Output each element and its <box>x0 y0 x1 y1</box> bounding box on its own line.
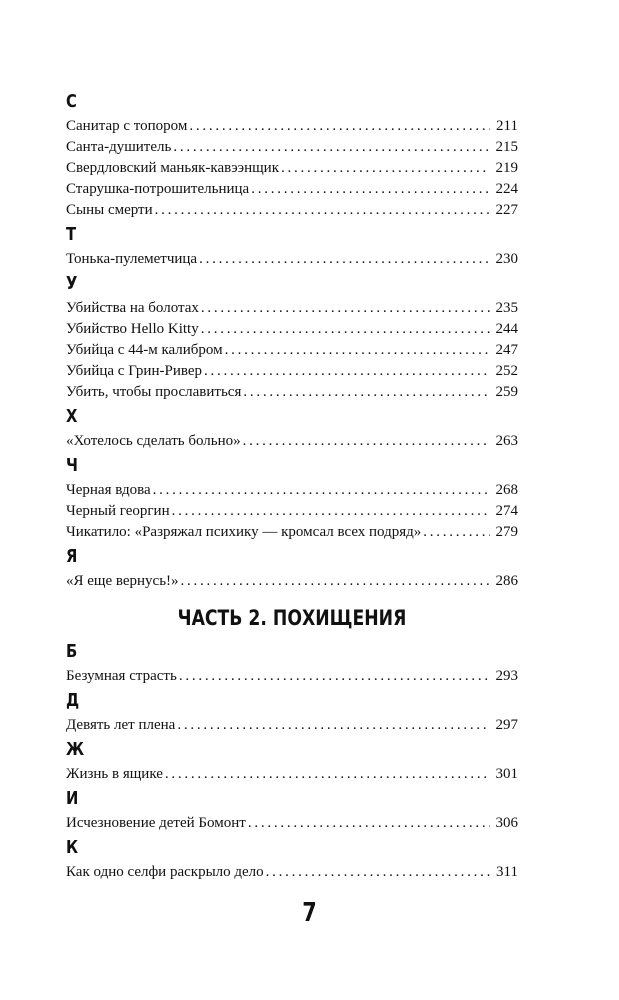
entry-page-number: 263 <box>495 433 518 449</box>
dot-leader <box>281 158 490 179</box>
dot-leader <box>172 501 490 522</box>
entry-title: Убийца с 44-м калибром <box>66 342 223 358</box>
part2-section <box>66 638 518 883</box>
section-letter: С <box>66 91 77 112</box>
section-letter: Б <box>66 641 78 662</box>
entry-page-number: 247 <box>495 342 518 358</box>
toc-entry <box>66 298 518 319</box>
toc-entry <box>66 813 518 834</box>
entry-title: Как одно селфи раскрыло дело <box>66 864 264 880</box>
toc-entry <box>66 116 518 137</box>
entry-title: Убийство Hello Kitty <box>66 321 199 337</box>
entry-page-number: 286 <box>495 573 518 589</box>
part-heading: ЧАСТЬ 2. ПОХИЩЕНИЯ <box>177 606 407 630</box>
entry-title: Жизнь в ящике <box>66 766 163 782</box>
entry-title: Черная вдова <box>66 482 151 498</box>
dot-leader <box>181 571 490 592</box>
toc-entry <box>66 319 518 340</box>
dot-leader <box>173 137 489 158</box>
toc-entry <box>66 158 518 179</box>
dot-leader <box>423 522 489 543</box>
entry-page-number: 230 <box>495 251 518 267</box>
dot-leader <box>248 813 490 834</box>
section-letter: Т <box>66 224 77 245</box>
entry-title: Безумная страсть <box>66 668 177 684</box>
entry-title: Свердловский маньяк-кавээнщик <box>66 160 279 176</box>
entry-page-number: 311 <box>496 864 518 880</box>
dot-leader <box>155 200 490 221</box>
entry-page-number: 235 <box>495 300 518 316</box>
section-letter: Ч <box>66 455 78 476</box>
dot-leader <box>266 862 490 883</box>
entry-title: Санта-душитель <box>66 139 172 155</box>
toc-entry <box>66 137 518 158</box>
entry-page-number: 279 <box>495 524 518 540</box>
toc-entry <box>66 715 518 736</box>
entry-page-number: 227 <box>495 202 518 218</box>
entry-page-number: 301 <box>495 766 518 782</box>
entry-title: Убийства на болотах <box>66 300 199 316</box>
entry-title: Санитар с топором <box>66 118 188 134</box>
dot-leader <box>165 764 490 785</box>
table-of-contents <box>66 88 518 883</box>
entry-title: Убийца с Грин-Ривер <box>66 363 203 379</box>
page-number: 7 <box>302 898 317 928</box>
dot-leader <box>201 298 490 319</box>
entry-title: Девять лет плена <box>66 717 176 733</box>
entry-page-number: 219 <box>495 160 518 176</box>
entry-page-number: 224 <box>495 181 518 197</box>
toc-entry <box>66 249 518 270</box>
entry-title: Старушка-потрошительница <box>66 181 250 197</box>
entry-page-number: 293 <box>495 668 518 684</box>
entry-page-number: 259 <box>495 384 518 400</box>
entry-title: Тонька-пулеметчица <box>66 251 198 267</box>
dot-leader <box>189 116 490 137</box>
dot-leader <box>199 249 489 270</box>
toc-entry <box>66 571 518 592</box>
toc-entry <box>66 361 518 382</box>
entry-title: «Хотелось сделать больно» <box>66 433 241 449</box>
section-letter: К <box>66 837 79 858</box>
entry-title: «Я еще вернусь!» <box>66 573 179 589</box>
dot-leader <box>204 361 489 382</box>
dot-leader <box>243 382 489 403</box>
toc-entry <box>66 666 518 687</box>
dot-leader <box>177 715 489 736</box>
section-letter: Д <box>66 690 80 711</box>
toc-entry <box>66 382 518 403</box>
toc-entry <box>66 522 518 543</box>
entry-title: Исчезновение детей Бомонт <box>66 815 246 831</box>
toc-entry <box>66 501 518 522</box>
entry-page-number: 274 <box>495 503 518 519</box>
toc-entry <box>66 200 518 221</box>
section-letter: Ж <box>66 739 85 760</box>
entry-title: Убить, чтобы прославиться <box>66 384 242 400</box>
section-letter: Я <box>66 546 78 567</box>
dot-leader <box>179 666 490 687</box>
entry-page-number: 268 <box>495 482 518 498</box>
section-letter: У <box>66 273 78 294</box>
entry-page-number: 215 <box>495 139 518 155</box>
entry-page-number: 306 <box>495 815 518 831</box>
toc-entry <box>66 340 518 361</box>
dot-leader <box>201 319 490 340</box>
toc-entry <box>66 764 518 785</box>
part1-section <box>66 88 518 592</box>
dot-leader <box>251 179 489 200</box>
dot-leader <box>153 480 490 501</box>
toc-entry <box>66 862 518 883</box>
toc-entry <box>66 431 518 452</box>
entry-page-number: 297 <box>495 717 518 733</box>
toc-entry <box>66 480 518 501</box>
entry-title: Сыны смерти <box>66 202 153 218</box>
entry-title: Чикатило: «Разряжал психику — кромсал всех подряд» <box>66 524 422 540</box>
section-letter: Х <box>66 406 78 427</box>
entry-page-number: 211 <box>496 118 518 134</box>
entry-page-number: 252 <box>495 363 518 379</box>
toc-entry <box>66 179 518 200</box>
dot-leader <box>225 340 490 361</box>
dot-leader <box>243 431 490 452</box>
section-letter: И <box>66 788 79 809</box>
entry-title: Черный георгин <box>66 503 170 519</box>
entry-page-number: 244 <box>495 321 518 337</box>
